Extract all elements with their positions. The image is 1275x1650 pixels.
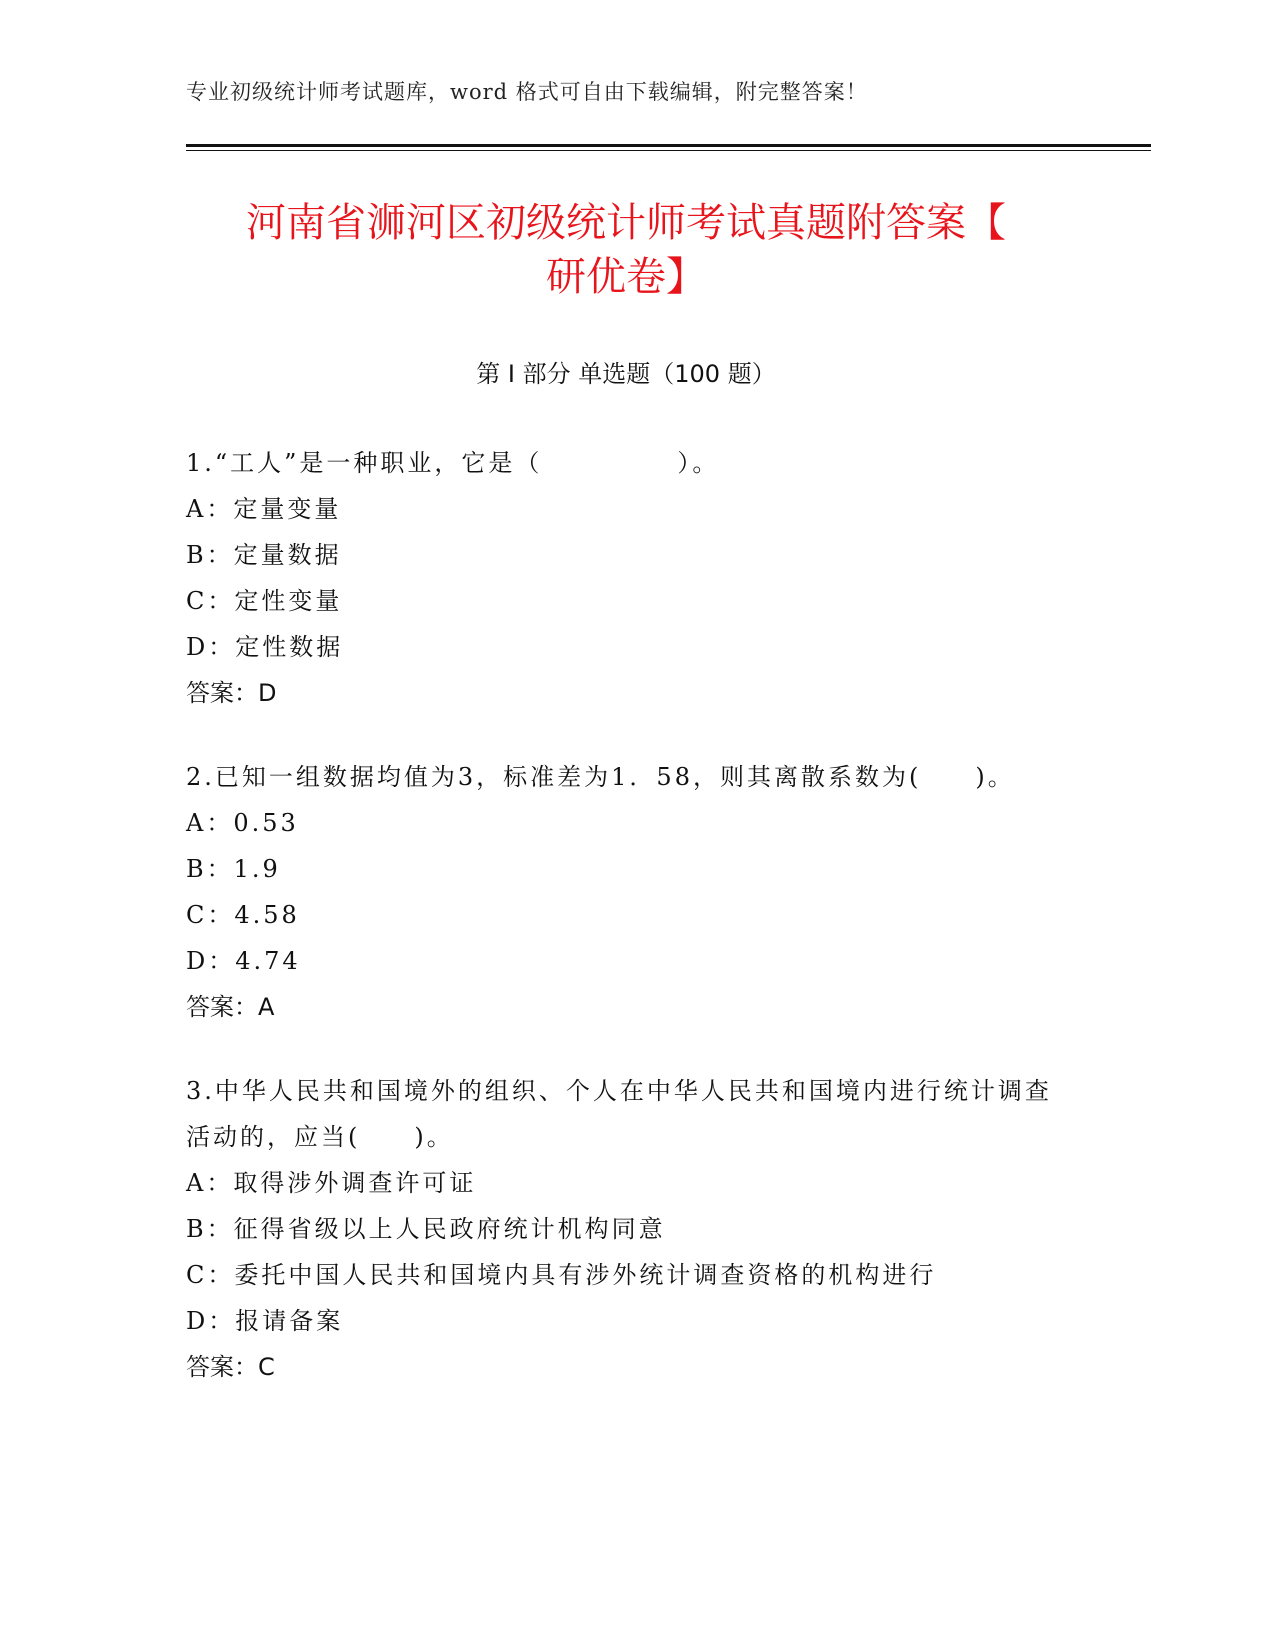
option-b: B：1.9 <box>186 855 281 883</box>
question-stem: 2.已知一组数据均值为3，标准差为1．58，则其离散系数为( )。 <box>186 763 1015 791</box>
option-b: B：征得省级以上人民政府统计机构同意 <box>186 1215 666 1243</box>
question-list <box>186 440 1076 1428</box>
document-title <box>186 196 1066 304</box>
document-title-line-2: 研优卷】 <box>546 254 706 300</box>
option-d: D：报请备案 <box>186 1307 344 1335</box>
question-2 <box>186 754 1076 1030</box>
answer-line: 答案：A <box>186 993 275 1021</box>
question-1 <box>186 440 1076 716</box>
section-heading: 第 I 部分 单选题（100 题） <box>476 360 776 388</box>
header-note: 专业初级统计师考试题库，word 格式可自由下载编辑，附完整答案！ <box>186 80 868 104</box>
option-b: B：定量数据 <box>186 541 342 569</box>
option-a: A：0.53 <box>186 809 299 837</box>
header-divider-thick <box>186 144 1151 147</box>
option-a: A：取得涉外调查许可证 <box>186 1169 477 1197</box>
option-c: C：4.58 <box>186 901 300 929</box>
option-c: C：委托中国人民共和国境内具有涉外统计调查资格的机构进行 <box>186 1261 937 1289</box>
document-title-line-1: 河南省浉河区初级统计师考试真题附答案【 <box>246 200 1006 246</box>
question-stem: 1.“工人”是一种职业，它是（ ）。 <box>186 449 720 477</box>
option-d: D：定性数据 <box>186 633 344 661</box>
answer-line: 答案：C <box>186 1353 275 1381</box>
option-a: A：定量变量 <box>186 495 342 523</box>
question-3 <box>186 1068 1076 1390</box>
option-d: D：4.74 <box>186 947 301 975</box>
header-divider-thin <box>186 150 1151 151</box>
answer-line: 答案：D <box>186 679 277 707</box>
question-stem: 3.中华人民共和国境外的组织、个人在中华人民共和国境内进行统计调查活动的，应当( )。 <box>186 1077 1052 1151</box>
option-c: C：定性变量 <box>186 587 343 615</box>
